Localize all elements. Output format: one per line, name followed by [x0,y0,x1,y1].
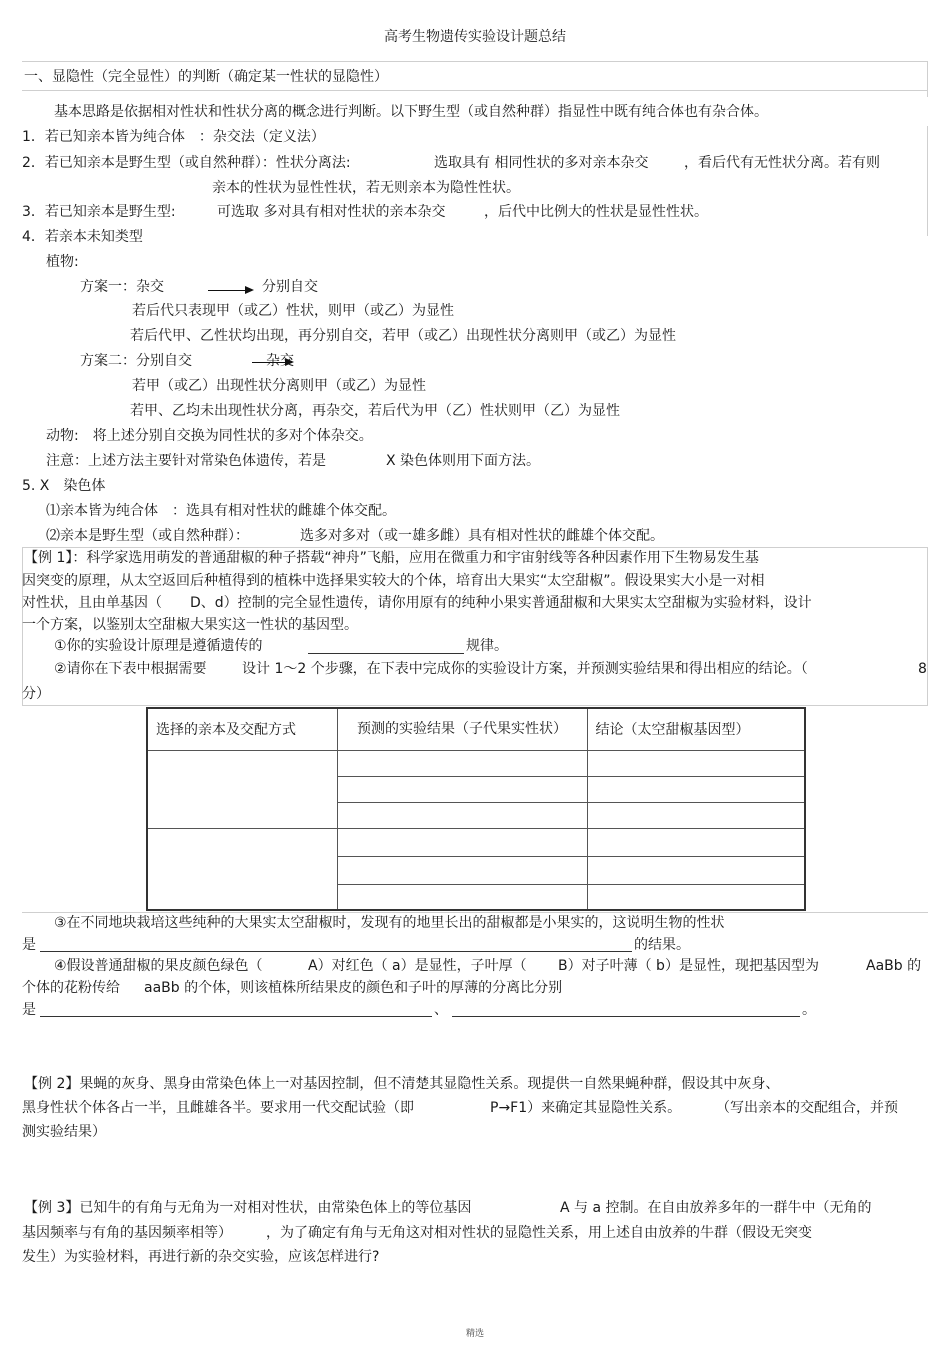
answer-cell[interactable] [587,802,805,828]
table-header: 选择的亲本及交配方式 [147,708,337,750]
example-3-line-2b: ，为了确定有角与无角这对相对性状的显隐性关系，用上述自由放养的牛群（假设无突变 [266,1225,812,1241]
section-heading: 一、显隐性（完全显性）的判断（确定某一性状的显隐性） [24,69,388,85]
question-2-score-unit: 分） [22,686,50,702]
note-text-x: X 染色体则用下面方法。 [386,453,541,469]
plan-2-step-1: 方案二：分别自交 [80,353,192,369]
arrow-icon [252,362,292,363]
example-3-line-2a: 基因频率与有角的基因频率相等） [22,1225,232,1241]
question-4-part-c: B）对子叶薄（ b）是显性，现把基因型为 [558,958,819,974]
answer-cell[interactable] [587,828,805,856]
question-3: ③在不同地块栽培这些纯种的大果实太空甜椒时，发现有的地里长出的甜椒都是小果实的，这说明生物的性状 [54,915,725,931]
item-5-case-1: ⑴亲本皆为纯合体 ：选具有相对性状的雌雄个体交配。 [46,503,396,519]
question-4: ④假设普通甜椒的果皮颜色绿色（ [54,958,263,974]
answer-blank [40,951,632,952]
plan-1-step-2: 分别自交 [262,279,318,295]
answer-cell[interactable] [337,750,587,776]
experiment-table [146,707,806,911]
table-header: 结论（太空甜椒基因型） [587,708,805,750]
arrow-icon [208,290,252,291]
plan-2-case-1: 若甲（或乙）出现性状分离则甲（或乙）为显性 [132,378,426,394]
example-3-line-3: 发生）为实验材料，再进行新的杂交实验，应该怎样进行? [22,1249,380,1265]
page-title: 高考生物遗传实验设计题总结 [384,29,566,45]
item-2-result: ，看后代有无性状分离。若有则 [684,155,880,171]
example-1-line-3a: 对性状，且由单基因（ [22,595,162,611]
intro-text: 基本思路是依据相对性状和性状分离的概念进行判断。以下野生型（或自然种群）指显性中既有纯合体也有杂合体。 [54,104,768,120]
divider [927,126,928,236]
question-2-score: 8 [918,661,927,677]
question-1: ①你的实验设计原理是遵循遗传的 [54,638,263,654]
example-2-line-3: 测实验结果） [22,1124,106,1140]
divider [22,90,928,91]
example-1-line-4: 一个方案，以鉴别太空甜椒大果实这一性状的基因型。 [22,617,358,633]
question-4-separator: 、 [434,1002,448,1018]
question-2-body: 设计 1～2 个步骤，在下表中完成你的实验设计方案，并预测实验结果和得出相应的结论。（ [242,661,808,677]
answer-cell[interactable] [337,884,587,910]
plan-2-step-2: 杂交 [266,353,294,369]
question-1-end: 规律。 [466,638,508,654]
example-1-line-3b: D、d）控制的完全显性遗传，请你用原有的纯种小果实普通甜椒和大果实太空甜椒为实验材料，设计 [190,595,812,611]
note-text: 注意：上述方法主要针对常染色体遗传，若是 [46,453,326,469]
example-1-line-2: 因突变的原理，从太空返回后种植得到的植株中选择果实较大的个体，培育出大果实“太空甜椒”。假设果实大小是一对相 [22,573,765,589]
answer-cell[interactable] [337,776,587,802]
answer-cell[interactable] [147,828,337,910]
footer-text: 精选 [465,1329,484,1339]
item-5: 5. X 染色体 [22,478,106,494]
divider [927,547,928,705]
example-2-line-2a: 黑身性状个体各占一半，且雌雄各半。要求用一代交配试验（即 [22,1100,414,1116]
answer-blank [308,653,464,654]
question-3-prefix: 是 [22,937,36,953]
question-4-part-f: aaBb 的个体，则该植株所结果皮的颜色和子叶的厚薄的分离比分别 [144,980,563,996]
item-3-result: ，后代中比例大的性状是显性性状。 [484,204,708,220]
question-4-part-e: 个体的花粉传给 [22,980,120,996]
example-2-line-2b: P→F1）来确定其显隐性关系。 [490,1100,682,1116]
question-2: ②请你在下表中根据需要 [54,661,207,677]
animal-text: 动物: 将上述分别自交换为同性状的多对个体杂交。 [46,428,373,444]
example-1-line-1: 【例 1】：科学家选用萌发的普通甜椒的种子搭载“神舟”飞船，应用在微重力和宇宙射线等各种因素作用下生物易发生基 [24,550,759,566]
answer-cell[interactable] [587,776,805,802]
example-3-line-1a: 【例 3】已知牛的有角与无角为一对相对性状，由常染色体上的等位基因 [24,1200,472,1216]
divider [22,912,928,913]
plan-1-case-1: 若后代只表现甲（或乙）性状，则甲（或乙）为显性 [132,303,454,319]
item-5-case-2-method: 选多对多对（或一雄多雌）具有相对性状的雌雄个体交配。 [300,528,664,544]
divider [22,705,928,706]
answer-cell[interactable] [587,750,805,776]
answer-cell[interactable] [337,828,587,856]
answer-blank [40,1016,432,1017]
question-4-end: 。 [802,1002,816,1018]
item-2-conclusion: 亲本的性状为显性性状，若无则亲本为隐性性状。 [212,180,520,196]
divider [927,61,928,97]
plant-label: 植物: [46,254,79,270]
question-4-part-b: A）对红色（ a）是显性，子叶厚（ [308,958,527,974]
plan-1-case-2: 若后代甲、乙性状均出现，再分别自交，若甲（或乙）出现性状分离则甲（或乙）为显性 [130,328,676,344]
plan-2-case-2: 若甲、乙均未出现性状分离，再杂交，若后代为甲（乙）性状则甲（乙）为显性 [130,403,620,419]
item-3-method: 可选取 多对具有相对性状的亲本杂交 [217,204,446,220]
answer-cell[interactable] [337,802,587,828]
item-2-label: 2．若已知亲本是野生型（或自然种群）：性状分离法: [22,155,351,171]
question-4-part-d: AaBb 的 [866,958,922,974]
question-4-prefix: 是 [22,1002,36,1018]
answer-cell[interactable] [147,750,337,828]
divider [22,547,928,548]
answer-blank [452,1016,800,1017]
item-5-case-2: ⑵亲本是野生型（或自然种群）： [46,528,249,544]
answer-cell[interactable] [587,884,805,910]
plan-1-step-1: 方案一：杂交 [80,279,164,295]
item-4: 4．若亲本未知类型 [22,229,143,245]
item-1: 1．若已知亲本皆为纯合体 ：杂交法（定义法） [22,129,325,145]
example-2-line-1: 【例 2】果蝇的灰身、黑身由常染色体上一对基因控制，但不清楚其显隐性关系。现提供一自然果蝇种群，假设其中灰身、 [24,1076,780,1092]
item-2-method: 选取具有 相同性状的多对亲本杂交 [434,155,649,171]
example-2-line-2c: （写出亲本的交配组合，并预 [716,1100,898,1116]
example-3-line-1b: A 与 a 控制。在自由放养多年的一群牛中（无角的 [560,1200,872,1216]
item-3-label: 3．若已知亲本是野生型: [22,204,176,220]
table-header: 预测的实验结果（子代果实性状） [337,708,587,750]
question-3-end: 的结果。 [634,937,690,953]
divider [22,61,928,62]
answer-cell[interactable] [587,856,805,884]
answer-cell[interactable] [337,856,587,884]
